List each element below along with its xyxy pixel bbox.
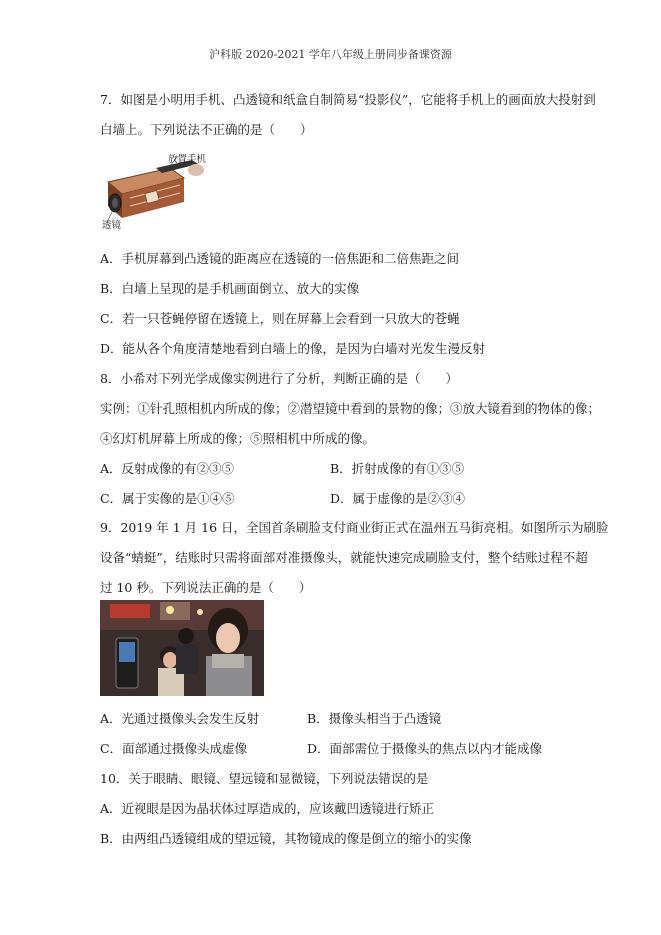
label-place-phone: 放置手机 — [168, 154, 207, 165]
q8-examples-line2: ④幻灯机屏幕上所成的像；⑤照相机中所成的像。 — [100, 431, 376, 446]
q9-option-d: D．面部需位于摄像头的焦点以内才能成像 — [307, 741, 543, 756]
q10-option-a: A．近视眼是因为晶状体过厚造成的，应该戴凹透镜进行矫正 — [100, 801, 435, 816]
q9-stem-line3: 过 10 秒。下列说法正确的是（ ） — [100, 580, 312, 595]
q8-option-a: A．反射成像的有②③⑤ — [100, 461, 235, 476]
label-lens: 透镜 — [102, 220, 122, 231]
q9-option-c: C．面部通过摄像头成虚像 — [100, 741, 248, 756]
page-header: 沪科版 2020-2021 学年八年级上册同步备课资源 — [209, 48, 452, 61]
q7-option-a: A．手机屏幕到凸透镜的距离应在透镜的一倍焦距和二倍焦距之间 — [100, 251, 460, 266]
q8-stem: 8．小希对下列光学成像实例进行了分析，判断正确的是（ ） — [100, 371, 458, 386]
q8-examples-line1: 实例：①针孔照相机内所成的像；②潜望镜中看到的景物的像；③放大镜看到的物体的像； — [100, 401, 601, 416]
face-pay-photo — [100, 600, 264, 696]
q10-option-b: B．由两组凸透镜组成的望远镜，其物镜成的像是倒立的缩小的实像 — [100, 831, 472, 846]
q7-stem-line2: 白墙上。下列说法不正确的是（ ） — [100, 122, 313, 137]
q7-option-c: C．若一只苍蝇停留在透镜上，则在屏幕上会看到一只放大的苍蝇 — [100, 311, 460, 326]
q9-option-b: B．摄像头相当于凸透镜 — [307, 711, 442, 726]
q7-option-d: D．能从各个角度清楚地看到白墙上的像，是因为白墙对光发生漫反射 — [100, 341, 486, 356]
q9-option-a: A．光通过摄像头会发生反射 — [100, 711, 260, 726]
q9-stem-line2: 设备“蜻蜓”，结账时只需将面部对准摄像头，就能快速完成刷脸支付，整个结账过程不超 — [100, 550, 588, 565]
q7-stem-line1: 7．如图是小明用手机、凸透镜和纸盒自制简易“投影仪”，它能将手机上的画面放大投射到 — [100, 92, 596, 107]
q8-option-d: D．属于虚像的是②③④ — [330, 491, 466, 506]
q7-option-b: B．白墙上呈现的是手机画面倒立、放大的实像 — [100, 281, 360, 296]
q8-option-c: C．属于实像的是①④⑤ — [100, 491, 235, 506]
q10-stem: 10．关于眼睛、眼镜、望远镜和显微镜，下列说法错误的是 — [100, 771, 429, 786]
q9-stem-line1: 9．2019 年 1 月 16 日，全国首条刷脸支付商业街正式在温州五马街亮相。如图所示为刷脸 — [100, 520, 609, 535]
q8-option-b: B．折射成像的有①③⑤ — [330, 461, 465, 476]
